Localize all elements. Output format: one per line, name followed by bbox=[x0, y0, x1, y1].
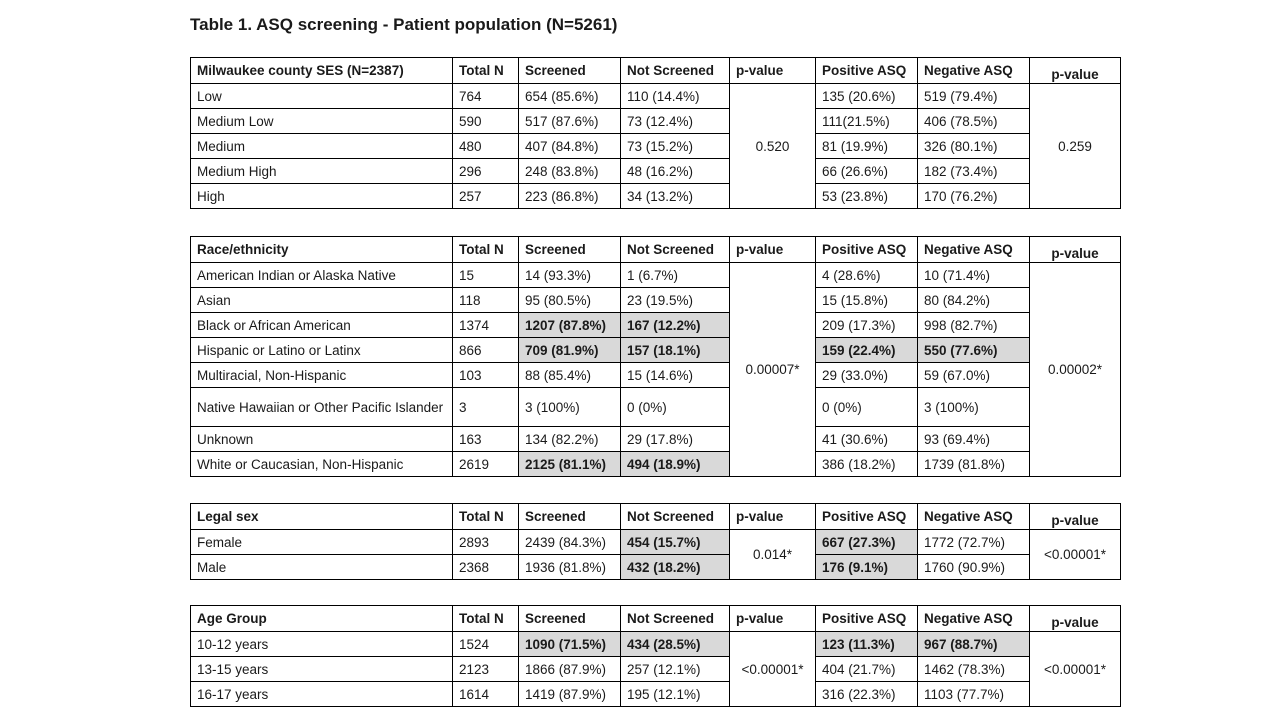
total-n-header: Total N bbox=[453, 504, 519, 530]
positive-asq-header: Positive ASQ bbox=[816, 504, 918, 530]
negative-asq-cell: 10 (71.4%) bbox=[918, 263, 1030, 288]
total-n-cell: 590 bbox=[453, 109, 519, 134]
table-row bbox=[191, 555, 1121, 580]
category-header: Legal sex bbox=[191, 504, 453, 530]
not-screened-cell: 15 (14.6%) bbox=[621, 363, 730, 388]
table-row bbox=[191, 84, 1121, 109]
row-label: American Indian or Alaska Native bbox=[191, 263, 453, 288]
negative-asq-header: Negative ASQ bbox=[918, 606, 1030, 632]
negative-asq-cell: 1462 (78.3%) bbox=[918, 657, 1030, 682]
category-header: Age Group bbox=[191, 606, 453, 632]
not-screened-cell: 454 (15.7%) bbox=[621, 530, 730, 555]
screened-cell: 88 (85.4%) bbox=[519, 363, 621, 388]
total-n-cell: 103 bbox=[453, 363, 519, 388]
positive-asq-cell: 316 (22.3%) bbox=[816, 682, 918, 707]
negative-asq-header: Negative ASQ bbox=[918, 237, 1030, 263]
total-n-cell: 296 bbox=[453, 159, 519, 184]
total-n-cell: 1524 bbox=[453, 632, 519, 657]
table-row bbox=[191, 159, 1121, 184]
screened-cell: 654 (85.6%) bbox=[519, 84, 621, 109]
positive-asq-cell: 0 (0%) bbox=[816, 388, 918, 427]
screened-cell: 248 (83.8%) bbox=[519, 159, 621, 184]
total-n-cell: 15 bbox=[453, 263, 519, 288]
p-value-header: p-value bbox=[730, 606, 816, 632]
total-n-cell: 2123 bbox=[453, 657, 519, 682]
screened-cell: 2439 (84.3%) bbox=[519, 530, 621, 555]
row-label: Medium Low bbox=[191, 109, 453, 134]
table-row bbox=[191, 427, 1121, 452]
not-screened-cell: 23 (19.5%) bbox=[621, 288, 730, 313]
positive-asq-cell: 66 (26.6%) bbox=[816, 159, 918, 184]
p-value-asq-header: p-value bbox=[1030, 504, 1121, 530]
negative-asq-cell: 1760 (90.9%) bbox=[918, 555, 1030, 580]
total-n-cell: 1374 bbox=[453, 313, 519, 338]
total-n-cell: 2619 bbox=[453, 452, 519, 477]
table-header-row bbox=[191, 504, 1121, 530]
negative-asq-cell: 59 (67.0%) bbox=[918, 363, 1030, 388]
row-label: Multiracial, Non-Hispanic bbox=[191, 363, 453, 388]
total-n-cell: 118 bbox=[453, 288, 519, 313]
positive-asq-cell: 404 (21.7%) bbox=[816, 657, 918, 682]
screened-cell: 1207 (87.8%) bbox=[519, 313, 621, 338]
table-row bbox=[191, 388, 1121, 427]
p-value-header: p-value bbox=[730, 237, 816, 263]
not-screened-cell: 494 (18.9%) bbox=[621, 452, 730, 477]
negative-asq-cell: 1739 (81.8%) bbox=[918, 452, 1030, 477]
not-screened-cell: 257 (12.1%) bbox=[621, 657, 730, 682]
p-value-screening-cell: 0.014* bbox=[730, 530, 816, 580]
table-row bbox=[191, 134, 1121, 159]
table-row bbox=[191, 363, 1121, 388]
p-value-asq-cell: <0.00001* bbox=[1030, 632, 1121, 707]
screened-cell: 1419 (87.9%) bbox=[519, 682, 621, 707]
row-label: High bbox=[191, 184, 453, 209]
not-screened-header: Not Screened bbox=[621, 504, 730, 530]
row-label: Asian bbox=[191, 288, 453, 313]
table-row bbox=[191, 452, 1121, 477]
table-header-row bbox=[191, 58, 1121, 84]
positive-asq-cell: 159 (22.4%) bbox=[816, 338, 918, 363]
p-value-asq-cell: 0.00002* bbox=[1030, 263, 1121, 477]
positive-asq-cell: 111(21.5%) bbox=[816, 109, 918, 134]
screened-cell: 3 (100%) bbox=[519, 388, 621, 427]
screened-cell: 95 (80.5%) bbox=[519, 288, 621, 313]
p-value-screening-cell: 0.520 bbox=[730, 84, 816, 209]
positive-asq-cell: 15 (15.8%) bbox=[816, 288, 918, 313]
total-n-cell: 257 bbox=[453, 184, 519, 209]
total-n-cell: 163 bbox=[453, 427, 519, 452]
p-value-asq-cell: 0.259 bbox=[1030, 84, 1121, 209]
positive-asq-header: Positive ASQ bbox=[816, 58, 918, 84]
screened-cell: 134 (82.2%) bbox=[519, 427, 621, 452]
p-value-asq-header: p-value bbox=[1030, 237, 1121, 263]
total-n-cell: 480 bbox=[453, 134, 519, 159]
negative-asq-cell: 182 (73.4%) bbox=[918, 159, 1030, 184]
negative-asq-cell: 550 (77.6%) bbox=[918, 338, 1030, 363]
negative-asq-cell: 93 (69.4%) bbox=[918, 427, 1030, 452]
negative-asq-cell: 80 (84.2%) bbox=[918, 288, 1030, 313]
row-label: Low bbox=[191, 84, 453, 109]
category-header: Milwaukee county SES (N=2387) bbox=[191, 58, 453, 84]
table-row bbox=[191, 288, 1121, 313]
p-value-header: p-value bbox=[730, 58, 816, 84]
total-n-header: Total N bbox=[453, 237, 519, 263]
screened-cell: 517 (87.6%) bbox=[519, 109, 621, 134]
total-n-cell: 866 bbox=[453, 338, 519, 363]
table-row bbox=[191, 184, 1121, 209]
table-row bbox=[191, 657, 1121, 682]
screened-cell: 407 (84.8%) bbox=[519, 134, 621, 159]
screened-cell: 1090 (71.5%) bbox=[519, 632, 621, 657]
table-row bbox=[191, 109, 1121, 134]
screened-header: Screened bbox=[519, 504, 621, 530]
not-screened-header: Not Screened bbox=[621, 606, 730, 632]
row-label: 10-12 years bbox=[191, 632, 453, 657]
negative-asq-cell: 967 (88.7%) bbox=[918, 632, 1030, 657]
row-label: Male bbox=[191, 555, 453, 580]
table-row bbox=[191, 632, 1121, 657]
row-label: Native Hawaiian or Other Pacific Islander bbox=[191, 388, 453, 427]
negative-asq-cell: 406 (78.5%) bbox=[918, 109, 1030, 134]
positive-asq-cell: 41 (30.6%) bbox=[816, 427, 918, 452]
screened-cell: 709 (81.9%) bbox=[519, 338, 621, 363]
p-value-asq-header: p-value bbox=[1030, 58, 1121, 84]
not-screened-header: Not Screened bbox=[621, 237, 730, 263]
page-title: Table 1. ASQ screening - Patient population (N=5261) bbox=[190, 15, 618, 34]
table-row bbox=[191, 682, 1121, 707]
total-n-cell: 2893 bbox=[453, 530, 519, 555]
not-screened-cell: 73 (15.2%) bbox=[621, 134, 730, 159]
table-header-row bbox=[191, 237, 1121, 263]
negative-asq-cell: 1103 (77.7%) bbox=[918, 682, 1030, 707]
table-row bbox=[191, 338, 1121, 363]
screened-cell: 1936 (81.8%) bbox=[519, 555, 621, 580]
row-label: White or Caucasian, Non-Hispanic bbox=[191, 452, 453, 477]
category-header: Race/ethnicity bbox=[191, 237, 453, 263]
negative-asq-cell: 998 (82.7%) bbox=[918, 313, 1030, 338]
not-screened-cell: 432 (18.2%) bbox=[621, 555, 730, 580]
not-screened-cell: 0 (0%) bbox=[621, 388, 730, 427]
positive-asq-header: Positive ASQ bbox=[816, 237, 918, 263]
table-header-row bbox=[191, 606, 1121, 632]
total-n-header: Total N bbox=[453, 606, 519, 632]
p-value-asq-header: p-value bbox=[1030, 606, 1121, 632]
table-row bbox=[191, 313, 1121, 338]
screened-cell: 14 (93.3%) bbox=[519, 263, 621, 288]
total-n-cell: 1614 bbox=[453, 682, 519, 707]
not-screened-cell: 434 (28.5%) bbox=[621, 632, 730, 657]
ses-table bbox=[190, 57, 1121, 209]
p-value-asq-cell: <0.00001* bbox=[1030, 530, 1121, 580]
total-n-header: Total N bbox=[453, 58, 519, 84]
not-screened-cell: 157 (18.1%) bbox=[621, 338, 730, 363]
negative-asq-cell: 170 (76.2%) bbox=[918, 184, 1030, 209]
positive-asq-cell: 81 (19.9%) bbox=[816, 134, 918, 159]
row-label: Medium High bbox=[191, 159, 453, 184]
positive-asq-cell: 53 (23.8%) bbox=[816, 184, 918, 209]
screened-cell: 1866 (87.9%) bbox=[519, 657, 621, 682]
negative-asq-cell: 3 (100%) bbox=[918, 388, 1030, 427]
negative-asq-header: Negative ASQ bbox=[918, 58, 1030, 84]
not-screened-cell: 29 (17.8%) bbox=[621, 427, 730, 452]
screened-header: Screened bbox=[519, 606, 621, 632]
table-row bbox=[191, 530, 1121, 555]
p-value-header: p-value bbox=[730, 504, 816, 530]
p-value-screening-cell: <0.00001* bbox=[730, 632, 816, 707]
negative-asq-cell: 519 (79.4%) bbox=[918, 84, 1030, 109]
total-n-cell: 764 bbox=[453, 84, 519, 109]
positive-asq-cell: 209 (17.3%) bbox=[816, 313, 918, 338]
row-label: Hispanic or Latino or Latinx bbox=[191, 338, 453, 363]
row-label: Medium bbox=[191, 134, 453, 159]
screened-cell: 2125 (81.1%) bbox=[519, 452, 621, 477]
screened-cell: 223 (86.8%) bbox=[519, 184, 621, 209]
not-screened-cell: 73 (12.4%) bbox=[621, 109, 730, 134]
legal-sex-table bbox=[190, 503, 1121, 580]
total-n-cell: 3 bbox=[453, 388, 519, 427]
positive-asq-cell: 176 (9.1%) bbox=[816, 555, 918, 580]
p-value-screening-cell: 0.00007* bbox=[730, 263, 816, 477]
positive-asq-cell: 29 (33.0%) bbox=[816, 363, 918, 388]
negative-asq-cell: 1772 (72.7%) bbox=[918, 530, 1030, 555]
positive-asq-cell: 123 (11.3%) bbox=[816, 632, 918, 657]
negative-asq-cell: 326 (80.1%) bbox=[918, 134, 1030, 159]
not-screened-cell: 195 (12.1%) bbox=[621, 682, 730, 707]
positive-asq-cell: 386 (18.2%) bbox=[816, 452, 918, 477]
positive-asq-cell: 667 (27.3%) bbox=[816, 530, 918, 555]
screened-header: Screened bbox=[519, 58, 621, 84]
not-screened-cell: 1 (6.7%) bbox=[621, 263, 730, 288]
row-label: 16-17 years bbox=[191, 682, 453, 707]
screened-header: Screened bbox=[519, 237, 621, 263]
row-label: Black or African American bbox=[191, 313, 453, 338]
negative-asq-header: Negative ASQ bbox=[918, 504, 1030, 530]
not-screened-cell: 34 (13.2%) bbox=[621, 184, 730, 209]
not-screened-header: Not Screened bbox=[621, 58, 730, 84]
not-screened-cell: 48 (16.2%) bbox=[621, 159, 730, 184]
total-n-cell: 2368 bbox=[453, 555, 519, 580]
not-screened-cell: 167 (12.2%) bbox=[621, 313, 730, 338]
positive-asq-cell: 135 (20.6%) bbox=[816, 84, 918, 109]
positive-asq-header: Positive ASQ bbox=[816, 606, 918, 632]
row-label: Unknown bbox=[191, 427, 453, 452]
row-label: Female bbox=[191, 530, 453, 555]
table-row bbox=[191, 263, 1121, 288]
race-ethnicity-table bbox=[190, 236, 1121, 477]
row-label: 13-15 years bbox=[191, 657, 453, 682]
positive-asq-cell: 4 (28.6%) bbox=[816, 263, 918, 288]
age-group-table bbox=[190, 605, 1121, 707]
not-screened-cell: 110 (14.4%) bbox=[621, 84, 730, 109]
